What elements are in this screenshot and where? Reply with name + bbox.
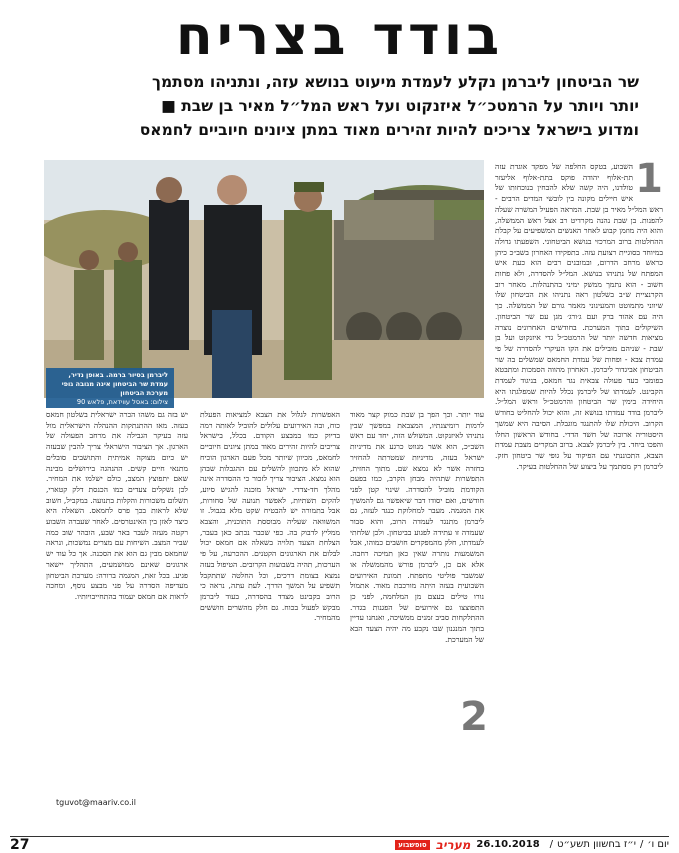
article-column-right	[495, 162, 663, 832]
section-number-2-wrap	[460, 694, 488, 740]
footer-date: 26.10.2018	[476, 839, 540, 850]
page-number: 27	[10, 836, 30, 853]
footer-separator: /	[549, 839, 554, 850]
deck-line: שר הביטחון ליברמן נקלע לעמדת מיעוט בנושא עזה, ונתניהו מסתמך	[151, 73, 639, 91]
section-number-1: 1	[635, 162, 663, 202]
page-footer	[10, 836, 669, 852]
footer-day: יום ו׳	[647, 839, 669, 850]
paragraph: עוד יותר. וכך הפך בן שבת כמוק קצר מאוד לרמות רומיצנתיו, המצבאת במפשך שבין נתניהו לאיזנקוט. המשולש הזה, יחד עם ראש השב״כ, הוא אשר מנווט כרגע את מדיניות ישראל בעזה, מדיניות שמטרתה להחזיר בחזרה אשר לא נמצא שם. מתוך החזית, התפשרות שתהיה מבחן הקרב, כמו בפעם הקודמת מוביל להסדרה. שינוי קטן לפני חודשים, ואם יסודו דבר שיאפשר גם להמשיך את המגמה. מעבר למחלוקת כנגד לעזה, גם ליברמן מתנגד לעמדה הרוב, והוא סבור שעמדה זו עתידה לפגוע בביטחון. ולכן שלחתי לעמדתו, חלק מהמפקדים חושבים כמוהו, אבל המשמעות נותרה שאין כאן תמיכה רחבה. אלא אם כן, ליברמן פורש מהממשלה או שמשבר פוליטי מתפתח. תמונת האירועים השבועית בעזה היתה מורכבת מאוד. אתמול נורו טילים בעצם מן המלחמה, לפני כן התפוצצו גם אירועים של הפגנות בגדר. ההתלקחות סביב זמנים ממשיכה, ואנחנו עדיין בתוך המנגנון שבו נקבע מה יהיה הצעד הבא של המערכת.	[350, 410, 484, 644]
photo-credit: צילום: באסל עווידאת, פלאש 90	[76, 398, 168, 406]
article-column-c	[46, 410, 188, 795]
paragraph: יש בזה גם משהו הכרה ישראלית בשלטון חמאס בעזה. מאז ההתנתקות ההנהלה הישראלית מול עזה בעיקר הגבילה את מרחב הפעולה של הארגון. אך הציבור הישראלי צריך להבין שבעזה יש כיום מצוקה אמיתית והתושבים סובלים מתנאי חיים קשים. ההנהגה בירושלים מבינה שאם יתפוצץ המצב, כולם ישלמו את המחיר. לכן נשקלים צעדים כמו הכנסת דלק קטארי, תשלום משכורות והקלות בתנועה. במקביל, חשוב שלא לראות בכך פרס לחמאס. השאלה היא כיצד לאזן בין האינטרסים. לאחר שעברה השבוע רקטה מעזה לעבר באר שבע, הובהר שוב כמה שביר המצב. השיחות עם מצרים נמשכות, ונראה שחמאס מבין גם הוא את הסכנה. אך כל עוד יש ארגונים שאינם ממושמעים, התהליך יישאר פגיע. בכל זאת, המגמה ברורה: מערכת הביטחון מעדיפה הסדרה על פני מבצע נוסף, ומחכה לראות אם חמאס יעמוד בהתחייבויותיו.	[46, 410, 188, 601]
photo-illustration	[44, 160, 484, 398]
paragraph: האפשרות לגלול את הצבא למציאות הפעלת כוח, ובה האירועים עלולים להוביל לאותה רמה בדיוק כמו במבצע הקודם. בכלל, בישראל צריכים להיות זהירים מאוד במתן ציונים חיוביים לחמאס, מכיוון שיותר מכל פעם הארגון הוכיח שהוא לא מתכוון להשלים עם ההגבלות שבהן הוא נמצא. הציבור צריך לזכור כי ההסדרה אינה מהלך חד-צדדי. ישראל מוכנה להגיש סיוע, להקים תשתיות, לאפשר תנועה של סחורות, אבל בתמורה יש להבטיח שקט מלא בגבול. זו המשוואה שעליה מבוססת התוכנית, והצבא ממליץ לדבוק בה. כפי שכבר נכתב כאן בעבר, הצלחת הצעד תלויה בשאלה אם חמאס יכול לבלום את הארגונים הקטנים. ההכרעה, על פי הערכות, תהיה בשבועות הקרובים. הטיפול בעזה נמצא בצומת דרכים, וכל החלטה שתתקבל תשפיע על המשך הדרך. לעת עתה, נראה כי הרוב בקבינט מצדד בהסדרה, בעוד ליברמן מבקש לפעול בכוח. גם חלק מהשרים חוששים מהמחיר.	[200, 410, 340, 623]
author-email[interactable]: tguvot@maariv.co.il	[56, 798, 136, 807]
footer-separator: /	[639, 839, 644, 850]
footer-hebrew-date: י״ז בחשוון תשע״ט	[557, 839, 636, 850]
newspaper-logo: מעריב	[435, 837, 471, 852]
article-column-b	[200, 410, 340, 832]
deck-line: ומדוע בישראל צריכים להיות זהירים מאוד במתן ציונים חיוביים לחמאס	[139, 121, 639, 139]
headline: בודד בצריח	[175, 3, 504, 67]
caption-text: ליברמן בסיור ברמה. באופן נדיר, עמדת שר הביטחון אינה מגובה גופי מערכת הביטחון	[61, 371, 168, 397]
deck	[30, 70, 639, 142]
photo-caption	[46, 368, 174, 408]
article-column-a	[350, 410, 484, 832]
newspaper-logo-tag: סופשבוע	[395, 840, 429, 850]
deck-line: יותר ויותר על הרמטכ״ל איזנקוט ועל ראש המל״ל מאיר בן שבת ■	[161, 97, 639, 115]
article-photo	[44, 160, 484, 398]
section-number-2: 2	[460, 694, 488, 740]
paragraph: השבוע, בטקס החלפה של מפקד אוגדת עזה תת-אלוף יהודה פוקס בתת-אלוף אליעזר טולדנו, היה קשה שלא להבחין בנוכחותו של איש חיילים מקונה בין לובשי המדים הרבים - ראש המל״ל מאיר בן שבת. המראה הפעיל המשרה שעלה להפנות. בן שבת נהנה מקרדיט רב אצל ראש הממשלה, והוא היה מוזמן קבוע לאחר האנשים המשפיעים על קבלת ההחלטות ברוב המרכזי בנושא הביטחוני. השפעתו גדולה במיוחד בסוגיית רצועת עזה. בתפקידו האחרון בשב״כ כיהן כראש מרחב הדרום, ובמובנים רבים הוא כעת איש המפתח של נתניהו בנושא. המל״ל להסדרה, ולא פחות חשוב - הוא נתמך ממשק ימיני בהתנהלות. מאחר רוב הקרנציית ש״ב בשלטון ראה נתניהו את הביטחון שלו שיווני מתמוטט והמעינוני מאמר גורם של הממשלה. כך היה עם אהוד ברק ועם ג׳ורג׳ מגן עם שר הביטחון. השיקולים בתוך המערכת. בחודשים האחרונים נוצרה מציאות חדשה יותר של הרמטכ״ל גדי איזנקוט ועל בן שבת - שניהם מובילים את הקו העיקרי להסדרה של פי עמדת צבא - ופחות של עמדת החמאס שמשלים בה שר הביטחון אביגדור ליברמן. האחרון מהווה הסמכות ומתבטא בפומבי כעד פעולה צבאית נגד חמאס, בניגוד לעמדת הקבינט. לעמדתו של ליברמן נכלל להיות שמפלגתו היא היחידה בימין שר הביטחון והרמטכ״ל וראש המל״ל. ליברמן בודד עמדתו בנושא זה, והוא יכול להחליט בחודש הקרוב. היכולת שלו להתנגד מוגבלת. הסיבה היא שמשך היסטוריה ארוכה של חשד הדדי. בחודש הראשון החלו והפכו ביחד. בין ליברמן לצבא. ברוב המקרים מצבת עמדת הצבא, התכוננתי עם הפיקוד על גופי שר ביטחון חזק. ליברמן רק מסתמך על ביצוע של ההחלטות בעיקר.	[495, 162, 663, 471]
